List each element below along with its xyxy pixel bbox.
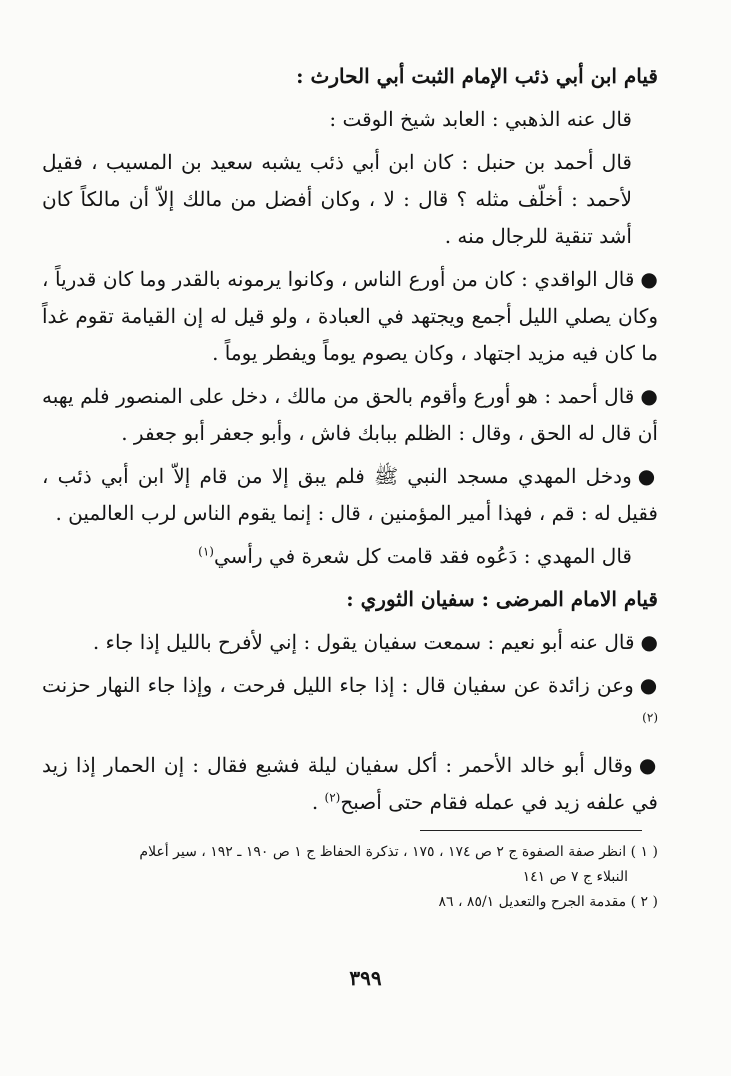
bullet-icon: ● bbox=[639, 673, 659, 697]
footnote-1-continued: النبلاء ج ٧ ص ١٤١ bbox=[522, 869, 628, 885]
paragraph-text: قال أحمد : هو أورع وأقوم بالحق من مالك ، دخل على المنصور فلم يهبه أن قال له الحق ، وقال : الظلم ببابك فاش ، وأبو جعفر أبو جعفر . bbox=[42, 384, 658, 445]
paragraph-text: وقال أبو خالد الأحمر : أكل سفيان ليلة فشبع فقال : إن الحمار إذا زيد في علفه زيد في عمله فقام حتى أصبح bbox=[42, 753, 658, 814]
bullet-icon: ● bbox=[640, 630, 658, 654]
paragraph-text: وعن زائدة عن سفيان قال : إذا جاء الليل فرحت ، وإذا جاء النهار حزنت bbox=[42, 673, 634, 697]
paragraph-dhahabi: قال عنه الذهبي : العابد شيخ الوقت : bbox=[329, 107, 632, 131]
paragraph-abu-nuaym bbox=[42, 624, 658, 661]
paragraph-text: ودخل المهدي مسجد النبي ﷺ فلم يبق إلا من قام إلاّ ابن أبي ذئب ، فقيل له : قم ، فهذا أمير المؤمنين ، قال : إنما يقوم الناس لرب العالمين . bbox=[42, 464, 658, 525]
paragraph-abu-khalid bbox=[42, 747, 658, 821]
paragraph-ahmad-ibn-hanbal: قال أحمد بن حنبل : كان ابن أبي ذئب يشبه سعيد بن المسيب ، فقيل لأحمد : أخلّف مثله ؟ قال : لا ، وكان أفضل من مالك إلاّ أن مالكاً كان أشد تنقية للرجال منه . bbox=[42, 150, 632, 248]
bullet-icon: ● bbox=[640, 384, 658, 408]
section-heading-ibn-abi-dhib: قيام ابن أبي ذئب الإمام الثبت أبي الحارث : bbox=[296, 64, 658, 88]
paragraph-text: قال عنه أبو نعيم : سمعت سفيان يقول : إني لأفرح بالليل إذا جاء . bbox=[92, 630, 635, 654]
paragraph-mahdi-mosque bbox=[42, 458, 658, 532]
bullet-icon: ● bbox=[640, 267, 659, 291]
page-number: ٣٩٩ bbox=[349, 966, 382, 990]
footnotes bbox=[42, 840, 658, 915]
bullet-icon: ● bbox=[637, 464, 659, 488]
footnote-ref: (٢) bbox=[642, 710, 658, 725]
paragraph-ahmad-mansur bbox=[42, 378, 658, 452]
main-text bbox=[42, 58, 658, 827]
paragraph-mahdi-quote bbox=[42, 538, 658, 575]
footnote-ref: (٢) bbox=[324, 790, 341, 805]
paragraph-end: . bbox=[311, 790, 325, 814]
paragraph-text: قال المهدي : دَعُوه فقد قامت كل شعرة في رأسي bbox=[213, 544, 632, 568]
paragraph-waqidi bbox=[42, 261, 658, 372]
footnote-divider bbox=[420, 830, 642, 831]
footnote-2: ( ٢ ) مقدمة الجرح والتعديل ٨٥/١ ، ٨٦ bbox=[438, 894, 658, 910]
footnote-ref: (١) bbox=[198, 544, 214, 559]
paragraph-zaida bbox=[42, 667, 658, 741]
footnote-1: ( ١ ) انظر صفة الصفوة ج ٢ ص ١٧٤ ، ١٧٥ ، تذكرة الحفاظ ج ١ ص ١٩٠ ـ ١٩٢ ، سير أعلام bbox=[139, 844, 658, 860]
section-heading-sufyan: قيام الامام المرضى : سفيان الثوري : bbox=[346, 587, 658, 611]
bullet-icon: ● bbox=[638, 753, 659, 777]
paragraph-text: قال الواقدي : كان من أورع الناس ، وكانوا يرمونه بالقدر وما كان قدرياً ، وكان يصلي الليل أجمع ويجتهد في العبادة ، ولو قيل له إن القيامة تقوم غداً ما كان فيه مزيد اجتهاد ، وكان يصوم يوماً ويفطر يوماً . bbox=[42, 267, 658, 365]
